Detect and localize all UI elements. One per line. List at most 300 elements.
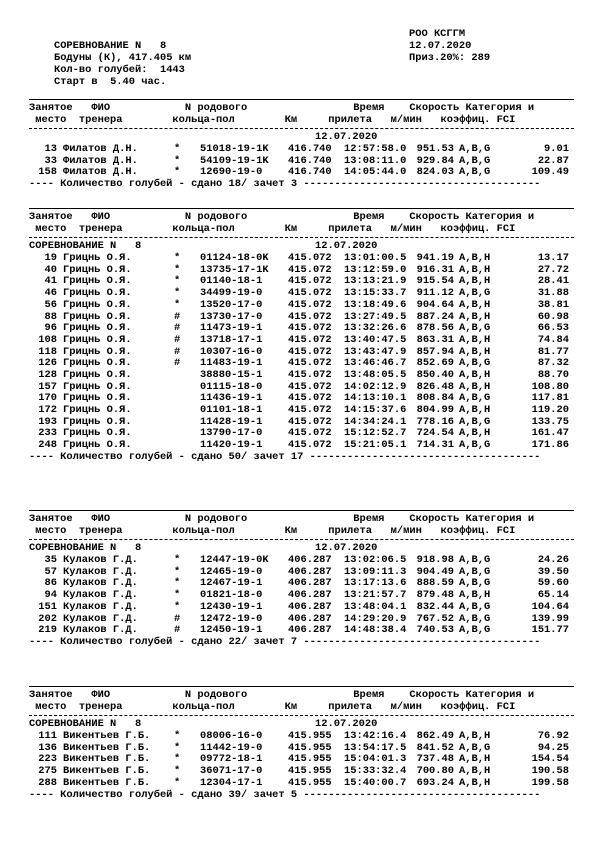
- ring-number-cell: 12304-17-1: [200, 776, 263, 789]
- organization: РОО КСГГМ: [409, 28, 466, 40]
- ring-number-cell: 54109-19-1K: [200, 154, 269, 167]
- trainer-name-cell: Грицнь О.Я.: [63, 275, 132, 288]
- table-row: [29, 335, 574, 347]
- table-row: [29, 731, 574, 743]
- trainer-name-cell: Кулаков Г.Д.: [63, 554, 138, 567]
- arrival-time-cell: 15:33:32.4: [344, 765, 407, 778]
- mark-cell: *: [174, 765, 181, 778]
- column-headings-top: Занятое ФИО N родового Время Скорость Категория и: [29, 513, 535, 525]
- arrival-time-cell: 13:17:13.6: [344, 577, 407, 590]
- arrival-time-cell: 13:42:16.4: [344, 730, 407, 743]
- category-cell: A,B,H: [459, 333, 491, 346]
- distance-cell: 415.955: [288, 765, 332, 778]
- trainer-name-cell: Викентьев Г.Б.: [63, 776, 151, 789]
- fci-coefficient-cell: 66.53: [537, 322, 569, 335]
- section-footer: [29, 637, 574, 649]
- place-cell: 118: [38, 345, 57, 358]
- fci-coefficient-cell: 94.25: [537, 741, 569, 754]
- result-section: [29, 206, 574, 463]
- mark-cell: *: [174, 166, 181, 179]
- trainer-name-cell: Грицнь О.Я.: [63, 368, 132, 381]
- mark-cell: *: [174, 565, 181, 578]
- fci-coefficient-cell: 39.50: [537, 565, 569, 578]
- ring-number-cell: 34499-19-0: [200, 287, 263, 300]
- trainer-name-cell: Викентьев Г.Б.: [63, 753, 151, 766]
- table-row: [29, 602, 574, 614]
- trainer-name-cell: Грицнь О.Я.: [63, 322, 132, 335]
- category-cell: A,B,H: [459, 275, 491, 288]
- race-date: 12.07.2020: [409, 40, 472, 52]
- distance-cell: 416.740: [288, 154, 332, 167]
- trainer-name-cell: Грицнь О.Я.: [63, 392, 132, 405]
- report-header: [29, 28, 569, 88]
- category-cell: A,B,G: [459, 600, 491, 613]
- ring-number-cell: 38880-15-1: [200, 368, 263, 381]
- trainer-name-cell: Кулаков Г.Д.: [63, 612, 138, 625]
- arrival-time-cell: 14:15:37.6: [344, 404, 407, 416]
- speed-cell: 888.59: [416, 577, 454, 590]
- arrival-time-cell: 14:34:24.1: [344, 415, 407, 428]
- place-cell: 13: [44, 143, 57, 156]
- speed-cell: 916.31: [416, 263, 454, 276]
- table-row: [29, 555, 574, 567]
- category-cell: A,B,H: [459, 404, 491, 416]
- pigeon-count: Кол-во голубей: 1443: [53, 63, 185, 76]
- mark-cell: *: [174, 143, 181, 156]
- start-time: Старт в 5.40 час.: [53, 75, 167, 88]
- fci-coefficient-cell: 38.81: [537, 298, 569, 311]
- fci-coefficient-cell: 139.99: [531, 612, 569, 625]
- table-header-row: [29, 212, 574, 224]
- category-cell: A,B,H: [459, 427, 491, 440]
- distance-cell: 415.955: [288, 730, 332, 743]
- category-cell: A,B,H: [459, 380, 491, 393]
- speed-cell: 951.53: [416, 143, 454, 156]
- arrival-time-cell: 13:46:46.7: [344, 357, 407, 370]
- mark-cell: *: [174, 730, 181, 743]
- arrival-time-cell: 15:21:05.1: [344, 439, 407, 452]
- arrival-time-cell: 13:21:57.7: [344, 589, 407, 602]
- mark-cell: #: [174, 345, 181, 358]
- arrival-time-cell: 12:57:58.0: [344, 143, 407, 156]
- category-cell: A,B,H: [459, 368, 491, 381]
- ring-number-cell: 01140-18-1: [200, 275, 263, 288]
- category-cell: A,B,G: [459, 554, 491, 567]
- table-header-row: [29, 115, 574, 127]
- place-cell: 94: [44, 589, 57, 602]
- fci-coefficient-cell: 60.98: [537, 310, 569, 323]
- ring-number-cell: 12465-19-0: [200, 565, 263, 578]
- distance-cell: 415.072: [288, 392, 332, 405]
- mark-cell: #: [174, 612, 181, 625]
- arrival-time-cell: 13:15:33.7: [344, 287, 407, 300]
- category-cell: A,B,H: [459, 776, 491, 789]
- mark-cell: *: [174, 741, 181, 754]
- mark-cell: #: [174, 333, 181, 346]
- mark-cell: *: [174, 589, 181, 602]
- speed-cell: 737.48: [416, 753, 454, 766]
- category-cell: A,B,H: [459, 730, 491, 743]
- ring-number-cell: 01821-18-0: [200, 589, 263, 602]
- trainer-name-cell: Викентьев Г.Б.: [63, 730, 151, 743]
- table-header-row: [29, 514, 574, 526]
- place-cell: 288: [38, 776, 57, 789]
- distance-cell: 415.072: [288, 368, 332, 381]
- column-headings-bottom: место тренера кольца-пол Км прилета м/мин коэффиц. FCI: [29, 700, 516, 713]
- arrival-time-cell: 14:29:20.9: [344, 612, 407, 625]
- section-date: 12.07.2020: [315, 542, 378, 555]
- trainer-name-cell: Грицнь О.Я.: [63, 380, 132, 393]
- place-cell: 136: [38, 741, 57, 754]
- mark-cell: *: [174, 753, 181, 766]
- place-cell: 126: [38, 357, 57, 370]
- table-header-row: [29, 103, 574, 115]
- place-cell: 19: [44, 252, 57, 265]
- arrival-time-cell: 14:48:38.4: [344, 624, 407, 637]
- section-date: 12.07.2020: [315, 240, 378, 253]
- ring-number-cell: 12447-19-0K: [200, 554, 269, 567]
- mark-cell: *: [174, 776, 181, 789]
- trainer-name-cell: Грицнь О.Я.: [63, 404, 132, 416]
- section-footer: [29, 790, 574, 802]
- result-section: [29, 684, 574, 801]
- table-row: [29, 253, 574, 265]
- fci-coefficient-cell: 13.17: [537, 252, 569, 265]
- ring-number-cell: 12690-19-0: [200, 166, 263, 179]
- ring-number-cell: 12450-19-1: [200, 624, 263, 637]
- arrival-time-cell: 13:27:49.5: [344, 310, 407, 323]
- fci-coefficient-cell: 171.86: [531, 439, 569, 452]
- mark-cell: #: [174, 310, 181, 323]
- distance-cell: 415.072: [288, 333, 332, 346]
- result-section: [29, 97, 574, 191]
- place-cell: 41: [44, 275, 57, 288]
- category-cell: A,B,G: [459, 612, 491, 625]
- category-cell: A,B,H: [459, 589, 491, 602]
- section-competition-label: СОРЕВНОВАНИЕ N 8: [29, 240, 142, 253]
- trainer-name-cell: Кулаков Г.Д.: [63, 624, 138, 637]
- place-cell: 170: [38, 392, 57, 405]
- distance-cell: 415.955: [288, 753, 332, 766]
- speed-cell: 724.54: [416, 427, 454, 440]
- ring-number-cell: 01115-18-0: [200, 380, 263, 393]
- arrival-time-cell: 13:40:47.5: [344, 333, 407, 346]
- place-cell: 108: [38, 333, 57, 346]
- ring-number-cell: 12472-19-0: [200, 612, 263, 625]
- fci-coefficient-cell: 154.54: [531, 753, 569, 766]
- fci-coefficient-cell: 117.81: [531, 392, 569, 405]
- arrival-time-cell: 13:12:59.0: [344, 263, 407, 276]
- category-cell: A,B,H: [459, 252, 491, 265]
- fci-coefficient-cell: 24.26: [537, 554, 569, 567]
- speed-cell: 832.44: [416, 600, 454, 613]
- trainer-name-cell: Грицнь О.Я.: [63, 333, 132, 346]
- pigeon-summary: ---- Количество голубей - сдано 18/ зачет 3 --------------------------------------: [29, 178, 541, 191]
- arrival-time-cell: 14:05:44.0: [344, 166, 407, 179]
- place-cell: 172: [38, 404, 57, 416]
- mark-cell: *: [174, 275, 181, 288]
- pigeon-summary: ---- Количество голубей - сдано 50/ зачет 17 -------------------------------------: [29, 450, 541, 463]
- speed-cell: 904.64: [416, 298, 454, 311]
- distance-cell: 415.072: [288, 380, 332, 393]
- distance-cell: 406.287: [288, 577, 332, 590]
- ring-number-cell: 01124-18-0K: [200, 252, 269, 265]
- distance-cell: 415.072: [288, 322, 332, 335]
- column-headings-bottom: место тренера кольца-пол Км прилета м/мин коэффиц. FCI: [29, 222, 516, 235]
- category-cell: A,B,G: [459, 439, 491, 452]
- speed-cell: 941.19: [416, 252, 454, 265]
- place-cell: 57: [44, 565, 57, 578]
- section-competition-label: СОРЕВНОВАНИЕ N 8: [29, 718, 142, 731]
- category-cell: A,B,H: [459, 345, 491, 358]
- place-cell: 35: [44, 554, 57, 567]
- column-headings-top: Занятое ФИО N родового Время Скорость Категория и: [29, 102, 535, 114]
- place-cell: 223: [38, 753, 57, 766]
- fci-coefficient-cell: 31.88: [537, 287, 569, 300]
- ring-number-cell: 11473-19-1: [200, 322, 263, 335]
- column-headings-bottom: место тренера кольца-пол Км прилета м/мин коэффиц. FCI: [29, 524, 516, 537]
- category-cell: A,B,H: [459, 753, 491, 766]
- ring-number-cell: 12430-19-1: [200, 600, 263, 613]
- fci-coefficient-cell: 81.77: [537, 345, 569, 358]
- section-date: 12.07.2020: [315, 718, 378, 731]
- ring-number-cell: 11442-19-0: [200, 741, 263, 754]
- distance-cell: 415.072: [288, 275, 332, 288]
- trainer-name-cell: Грицнь О.Я.: [63, 345, 132, 358]
- table-row: [29, 300, 574, 312]
- speed-cell: 911.12: [416, 287, 454, 300]
- prize-count: Приз.20%: 289: [409, 52, 491, 64]
- trainer-name-cell: Филатов Д.Н.: [63, 143, 138, 156]
- fci-coefficient-cell: 108.80: [531, 380, 569, 393]
- trainer-name-cell: Кулаков Г.Д.: [63, 589, 138, 602]
- place-cell: 33: [44, 154, 57, 167]
- place-cell: 202: [38, 612, 57, 625]
- speed-cell: 841.52: [416, 741, 454, 754]
- category-cell: A,B,G: [459, 322, 491, 335]
- speed-cell: 850.40: [416, 368, 454, 381]
- category-cell: A,B,G: [459, 287, 491, 300]
- ring-number-cell: 51018-19-1K: [200, 143, 269, 156]
- speed-cell: 700.80: [416, 765, 454, 778]
- arrival-time-cell: 15:04:01.3: [344, 753, 407, 766]
- distance-cell: 406.287: [288, 554, 332, 567]
- trainer-name-cell: Грицнь О.Я.: [63, 252, 132, 265]
- speed-cell: 878.56: [416, 322, 454, 335]
- fci-coefficient-cell: 28.41: [537, 275, 569, 288]
- trainer-name-cell: Филатов Д.Н.: [63, 166, 138, 179]
- arrival-time-cell: 15:12:52.7: [344, 427, 407, 440]
- place-cell: 88: [44, 310, 57, 323]
- column-headings-top: Занятое ФИО N родового Время Скорость Категория и: [29, 211, 535, 223]
- category-cell: A,B,G: [459, 154, 491, 167]
- table-row: [29, 370, 574, 382]
- distance-cell: 415.072: [288, 298, 332, 311]
- fci-coefficient-cell: 9.01: [544, 143, 569, 156]
- fci-coefficient-cell: 199.58: [531, 776, 569, 789]
- category-cell: A,B,H: [459, 263, 491, 276]
- arrival-time-cell: 13:02:06.5: [344, 554, 407, 567]
- speed-cell: 693.24: [416, 776, 454, 789]
- speed-cell: 918.98: [416, 554, 454, 567]
- distance-cell: 406.287: [288, 589, 332, 602]
- speed-cell: 904.49: [416, 565, 454, 578]
- place-cell: 219: [38, 624, 57, 637]
- arrival-time-cell: 13:54:17.5: [344, 741, 407, 754]
- distance-cell: 415.955: [288, 776, 332, 789]
- place-cell: 56: [44, 298, 57, 311]
- arrival-time-cell: 13:18:49.6: [344, 298, 407, 311]
- category-cell: A,B,G: [459, 565, 491, 578]
- speed-cell: 863.31: [416, 333, 454, 346]
- fci-coefficient-cell: 109.49: [531, 166, 569, 179]
- mark-cell: *: [174, 154, 181, 167]
- place-cell: 96: [44, 322, 57, 335]
- speed-cell: 804.99: [416, 404, 454, 416]
- speed-cell: 714.31: [416, 439, 454, 452]
- ring-number-cell: 08006-16-0: [200, 730, 263, 743]
- distance-cell: 406.287: [288, 600, 332, 613]
- speed-cell: 857.94: [416, 345, 454, 358]
- mark-cell: #: [174, 357, 181, 370]
- distance-cell: 415.072: [288, 427, 332, 440]
- ring-number-cell: 11483-19-1: [200, 357, 263, 370]
- arrival-time-cell: 14:02:12.9: [344, 380, 407, 393]
- distance-cell: 415.072: [288, 345, 332, 358]
- trainer-name-cell: Кулаков Г.Д.: [63, 565, 138, 578]
- mark-cell: *: [174, 577, 181, 590]
- place-cell: 275: [38, 765, 57, 778]
- mark-cell: *: [174, 287, 181, 300]
- arrival-time-cell: 13:01:00.5: [344, 252, 407, 265]
- place-cell: 151: [38, 600, 57, 613]
- speed-cell: 740.53: [416, 624, 454, 637]
- trainer-name-cell: Грицнь О.Я.: [63, 263, 132, 276]
- category-cell: A,B,G: [459, 392, 491, 405]
- place-cell: 128: [38, 368, 57, 381]
- speed-cell: 778.16: [416, 415, 454, 428]
- category-cell: A,B,G: [459, 577, 491, 590]
- column-headings-top: Занятое ФИО N родового Время Скорость Категория и: [29, 689, 535, 701]
- distance-cell: 406.287: [288, 624, 332, 637]
- ring-number-cell: 13735-17-1K: [200, 263, 269, 276]
- result-section: [29, 508, 574, 649]
- release-point: Бодуны (К), 417.405 км: [53, 51, 192, 64]
- arrival-time-cell: 13:43:47.9: [344, 345, 407, 358]
- distance-cell: 415.072: [288, 415, 332, 428]
- distance-cell: 415.072: [288, 252, 332, 265]
- table-header-row: [29, 224, 574, 236]
- place-cell: 111: [38, 730, 57, 743]
- ring-number-cell: 36071-17-0: [200, 765, 263, 778]
- fci-coefficient-cell: 27.72: [537, 263, 569, 276]
- mark-cell: *: [174, 600, 181, 613]
- arrival-time-cell: 15:40:00.7: [344, 776, 407, 789]
- arrival-time-cell: 13:09:11.3: [344, 565, 407, 578]
- distance-cell: 406.287: [288, 612, 332, 625]
- column-headings-bottom: место тренера кольца-пол Км прилета м/мин коэффиц. FCI: [29, 113, 516, 126]
- ring-number-cell: 09772-18-1: [200, 753, 263, 766]
- fci-coefficient-cell: 76.92: [537, 730, 569, 743]
- mark-cell: *: [174, 554, 181, 567]
- category-cell: A,B,H: [459, 298, 491, 311]
- distance-cell: 416.740: [288, 166, 332, 179]
- speed-cell: 852.69: [416, 357, 454, 370]
- place-cell: 158: [38, 166, 57, 179]
- distance-cell: 416.740: [288, 143, 332, 156]
- fci-coefficient-cell: 87.32: [537, 357, 569, 370]
- speed-cell: 808.84: [416, 392, 454, 405]
- ring-number-cell: 11420-19-1: [200, 439, 263, 452]
- trainer-name-cell: Грицнь О.Я.: [63, 439, 132, 452]
- table-header-row: [29, 526, 574, 538]
- fci-coefficient-cell: 119.20: [531, 404, 569, 416]
- arrival-time-cell: 13:48:04.1: [344, 600, 407, 613]
- category-cell: A,B,G: [459, 741, 491, 754]
- speed-cell: 826.48: [416, 380, 454, 393]
- speed-cell: 915.54: [416, 275, 454, 288]
- place-cell: 40: [44, 263, 57, 276]
- arrival-time-cell: 13:13:21.9: [344, 275, 407, 288]
- arrival-time-cell: 13:32:26.6: [344, 322, 407, 335]
- ring-number-cell: 13718-17-1: [200, 333, 263, 346]
- category-cell: A,B,G: [459, 357, 491, 370]
- table-header-row: [29, 690, 574, 702]
- speed-cell: 929.84: [416, 154, 454, 167]
- arrival-time-cell: 13:08:11.0: [344, 154, 407, 167]
- fci-coefficient-cell: 190.58: [531, 765, 569, 778]
- fci-coefficient-cell: 151.77: [531, 624, 569, 637]
- trainer-name-cell: Грицнь О.Я.: [63, 415, 132, 428]
- ring-number-cell: 12467-19-1: [200, 577, 263, 590]
- fci-coefficient-cell: 59.60: [537, 577, 569, 590]
- ring-number-cell: 10307-16-0: [200, 345, 263, 358]
- mark-cell: *: [174, 263, 181, 276]
- category-cell: A,B,G: [459, 143, 491, 156]
- pigeon-summary: ---- Количество голубей - сдано 22/ зачет 7 --------------------------------------: [29, 635, 541, 648]
- trainer-name-cell: Грицнь О.Я.: [63, 310, 132, 323]
- trainer-name-cell: Кулаков Г.Д.: [63, 577, 138, 590]
- place-cell: 248: [38, 439, 57, 452]
- arrival-time-cell: 13:48:05.5: [344, 368, 407, 381]
- trainer-name-cell: Грицнь О.Я.: [63, 298, 132, 311]
- category-cell: A,B,G: [459, 415, 491, 428]
- fci-coefficient-cell: 22.87: [537, 154, 569, 167]
- mark-cell: #: [174, 624, 181, 637]
- section-date: 12.07.2020: [315, 131, 378, 144]
- place-cell: 86: [44, 577, 57, 590]
- mark-cell: #: [174, 322, 181, 335]
- section-footer: [29, 452, 574, 464]
- ring-number-cell: 13730-17-0: [200, 310, 263, 323]
- trainer-name-cell: Филатов Д.Н.: [63, 154, 138, 167]
- ring-number-cell: 13520-17-0: [200, 298, 263, 311]
- distance-cell: 415.072: [288, 404, 332, 416]
- distance-cell: 415.072: [288, 310, 332, 323]
- place-cell: 193: [38, 415, 57, 428]
- ring-number-cell: 13790-17-0: [200, 427, 263, 440]
- section-footer: [29, 179, 574, 191]
- trainer-name-cell: Грицнь О.Я.: [63, 287, 132, 300]
- mark-cell: *: [174, 252, 181, 265]
- distance-cell: 415.072: [288, 439, 332, 452]
- fci-coefficient-cell: 104.64: [531, 600, 569, 613]
- place-cell: 46: [44, 287, 57, 300]
- speed-cell: 879.48: [416, 589, 454, 602]
- trainer-name-cell: Викентьев Г.Б.: [63, 741, 151, 754]
- distance-cell: 415.955: [288, 741, 332, 754]
- speed-cell: 767.52: [416, 612, 454, 625]
